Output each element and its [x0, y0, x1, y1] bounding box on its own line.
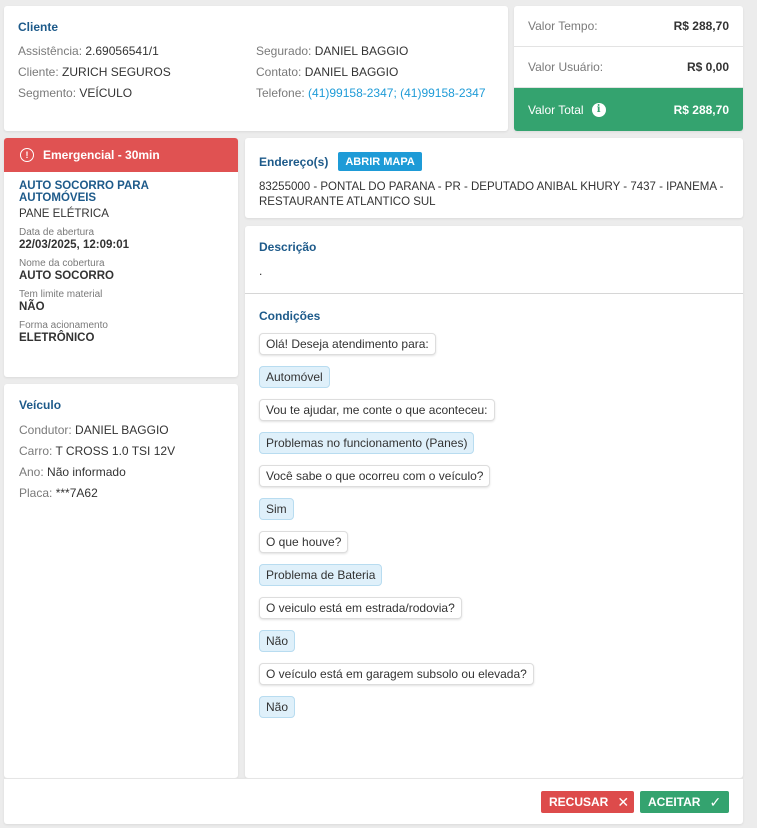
details-card	[245, 226, 743, 778]
vehicle-title: Veículo	[19, 398, 62, 412]
value-usuario-label: Valor Usuário:	[528, 60, 604, 74]
chat-answer: Automóvel	[259, 366, 330, 388]
address-card	[245, 138, 743, 218]
chat-answer: Não	[259, 696, 295, 718]
field-label-data-abertura: Data de abertura	[19, 227, 95, 238]
field-value-acionamento: ELETRÔNICO	[19, 332, 95, 344]
service-subtype: PANE ELÉTRICA	[19, 208, 109, 220]
field-value: DANIEL BAGGIO	[304, 65, 399, 79]
client-left-column	[18, 41, 256, 104]
value-total-label-group	[528, 103, 606, 117]
close-icon: ✕	[617, 793, 630, 810]
field-value: Não informado	[47, 465, 126, 479]
chat-question: O veículo está em garagem subsolo ou elevada?	[259, 663, 534, 685]
info-icon[interactable]: i	[592, 103, 606, 117]
chat-answer: Problema de Bateria	[259, 564, 382, 586]
open-map-button[interactable]: ABRIR MAPA	[338, 152, 421, 171]
check-icon: ✓	[709, 793, 722, 810]
client-field-segmento	[18, 83, 256, 104]
value-total-label: Valor Total	[528, 102, 584, 117]
conditions-title: Condições	[259, 309, 321, 323]
client-title: Cliente	[18, 20, 59, 34]
phone-link[interactable]: (41)99158-2347; (41)99158-2347	[308, 86, 486, 100]
address-text: 83255000 - PONTAL DO PARANA - PR - DEPUTADO ANIBAL KHURY - 7437 - IPANEMA - RESTAURANTE ATLANTICO SUL	[259, 181, 724, 208]
vehicle-field-carro	[19, 441, 223, 462]
client-field-cliente	[18, 62, 256, 83]
field-value: DANIEL BAGGIO	[75, 423, 169, 437]
conditions-section	[245, 294, 743, 744]
client-field-contato	[256, 62, 494, 83]
client-field-telefone	[256, 83, 494, 104]
value-row-tempo	[514, 6, 743, 47]
field-label-limite: Tem limite material	[19, 289, 103, 300]
service-card	[4, 138, 238, 377]
field-label: Segmento:	[18, 86, 77, 100]
field-value-limite: NÃO	[19, 301, 45, 313]
field-label: Assistência:	[18, 44, 83, 58]
value-total: R$ 288,70	[673, 102, 729, 117]
reject-button-label: RECUSAR	[549, 795, 609, 809]
field-label: Ano:	[19, 465, 44, 479]
chat-question: O que houve?	[259, 531, 348, 553]
field-label: Telefone:	[256, 86, 305, 100]
values-card	[514, 6, 743, 131]
emergency-alert-text: Emergencial - 30min	[43, 148, 160, 162]
field-value: VEÍCULO	[79, 86, 133, 100]
service-name: AUTO SOCORRO PARA AUTOMÓVEIS	[19, 180, 149, 204]
field-value: T CROSS 1.0 TSI 12V	[55, 444, 176, 458]
reject-button[interactable]	[541, 791, 634, 813]
value-row-usuario	[514, 47, 743, 88]
client-field-segurado	[256, 41, 494, 62]
field-label: Cliente:	[18, 65, 59, 79]
accept-button[interactable]	[640, 791, 729, 813]
field-value: ***7A62	[55, 486, 98, 500]
client-card	[4, 6, 508, 131]
alert-circle-icon: !	[20, 148, 34, 162]
field-label: Segurado:	[256, 44, 312, 58]
field-value: 2.69056541/1	[85, 44, 159, 58]
description-section	[245, 226, 743, 294]
vehicle-field-placa	[19, 483, 223, 504]
description-text: .	[259, 264, 263, 278]
client-field-assistencia	[18, 41, 256, 62]
vehicle-card	[4, 384, 238, 778]
chat-answer: Problemas no funcionamento (Panes)	[259, 432, 474, 454]
field-value-data-abertura: 22/03/2025, 12:09:01	[19, 239, 129, 251]
field-label: Condutor:	[19, 423, 72, 437]
chat-question: Você sabe o que ocorreu com o veículo?	[259, 465, 490, 487]
address-title: Endereço(s)	[259, 154, 329, 169]
chat-question: O veiculo está em estrada/rodovia?	[259, 597, 462, 619]
vehicle-field-condutor	[19, 420, 223, 441]
chat-question: Vou te ajudar, me conte o que aconteceu:	[259, 399, 495, 421]
value-usuario: R$ 0,00	[686, 60, 729, 74]
client-right-column	[256, 41, 494, 104]
emergency-alert	[4, 138, 238, 172]
value-row-total	[514, 88, 743, 131]
field-label-cobertura: Nome da cobertura	[19, 258, 105, 269]
field-label: Placa:	[19, 486, 53, 500]
field-label-acionamento: Forma acionamento	[19, 320, 108, 331]
action-footer	[4, 778, 743, 824]
description-title: Descrição	[259, 240, 317, 254]
field-label: Carro:	[19, 444, 53, 458]
chat-answer: Sim	[259, 498, 294, 520]
field-value: DANIEL BAGGIO	[314, 44, 409, 58]
vehicle-field-ano	[19, 462, 223, 483]
field-value-cobertura: AUTO SOCORRO	[19, 270, 114, 282]
field-label: Contato:	[256, 65, 302, 79]
field-value: ZURICH SEGUROS	[62, 65, 171, 79]
value-tempo-label: Valor Tempo:	[528, 19, 598, 33]
value-tempo: R$ 288,70	[673, 19, 729, 33]
chat-question: Olá! Deseja atendimento para:	[259, 333, 436, 355]
accept-button-label: ACEITAR	[648, 795, 701, 809]
chat-answer: Não	[259, 630, 295, 652]
